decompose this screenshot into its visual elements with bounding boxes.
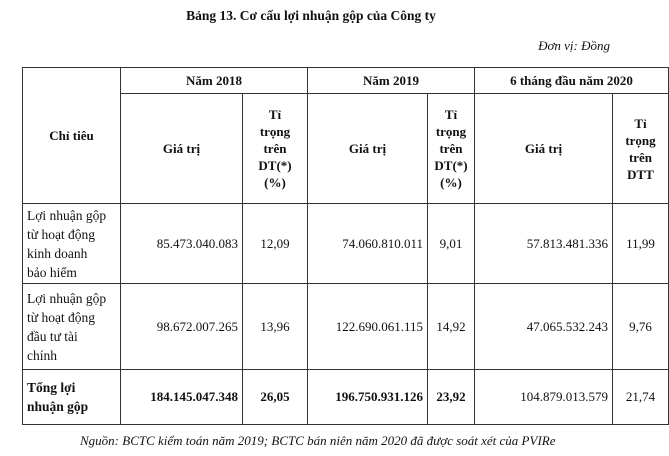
total-share-cell: 26,05 — [243, 370, 308, 425]
value-cell: 98.672.007.265 — [121, 284, 243, 370]
profit-structure-table — [22, 67, 669, 425]
value-header: Giá trị — [308, 94, 428, 204]
value-cell: 74.060.810.011 — [308, 204, 428, 284]
share-cell: 12,09 — [243, 204, 308, 284]
share-cell: 9,76 — [613, 284, 669, 370]
period-header-2019: Năm 2019 — [308, 68, 475, 94]
row-label: Lợi nhuận gộp từ hoạt động kinh doanh bảo hiểm — [23, 204, 121, 284]
total-value-cell: 184.145.047.348 — [121, 370, 243, 425]
period-header-2020h1: 6 tháng đầu năm 2020 — [475, 68, 669, 94]
share-cell: 11,99 — [613, 204, 669, 284]
share-cell: 9,01 — [428, 204, 475, 284]
period-header-2018: Năm 2018 — [121, 68, 308, 94]
total-row — [23, 370, 669, 425]
total-label: Tổng lợi nhuận gộp — [23, 370, 121, 425]
value-cell: 85.473.040.083 — [121, 204, 243, 284]
total-share-cell: 23,92 — [428, 370, 475, 425]
share-header: Tỉ trọng trên DT(*) (%) — [243, 94, 308, 204]
header-row-periods — [23, 68, 669, 94]
share-header: Tỉ trọng trên DTT — [613, 94, 669, 204]
value-header: Giá trị — [121, 94, 243, 204]
table-title: Bảng 13. Cơ cấu lợi nhuận gộp của Công ty — [186, 8, 436, 23]
source-note: Nguồn: BCTC kiểm toán năm 2019; BCTC bán niên năm 2020 đã được soát xét của PVIRe — [80, 433, 556, 448]
table-row — [23, 284, 669, 370]
value-cell: 57.813.481.336 — [475, 204, 613, 284]
indicator-header: Chỉ tiêu — [23, 68, 121, 204]
share-cell: 14,92 — [428, 284, 475, 370]
total-share-cell: 21,74 — [613, 370, 669, 425]
value-header: Giá trị — [475, 94, 613, 204]
total-value-cell: 196.750.931.126 — [308, 370, 428, 425]
value-cell: 47.065.532.243 — [475, 284, 613, 370]
share-cell: 13,96 — [243, 284, 308, 370]
table-row — [23, 204, 669, 284]
value-cell: 122.690.061.115 — [308, 284, 428, 370]
total-value-cell: 104.879.013.579 — [475, 370, 613, 425]
row-label: Lợi nhuận gộp từ hoạt động đầu tư tài chính — [23, 284, 121, 370]
share-header: Tỉ trọng trên DT(*) (%) — [428, 94, 475, 204]
unit-note: Đơn vị: Đồng — [538, 38, 610, 53]
